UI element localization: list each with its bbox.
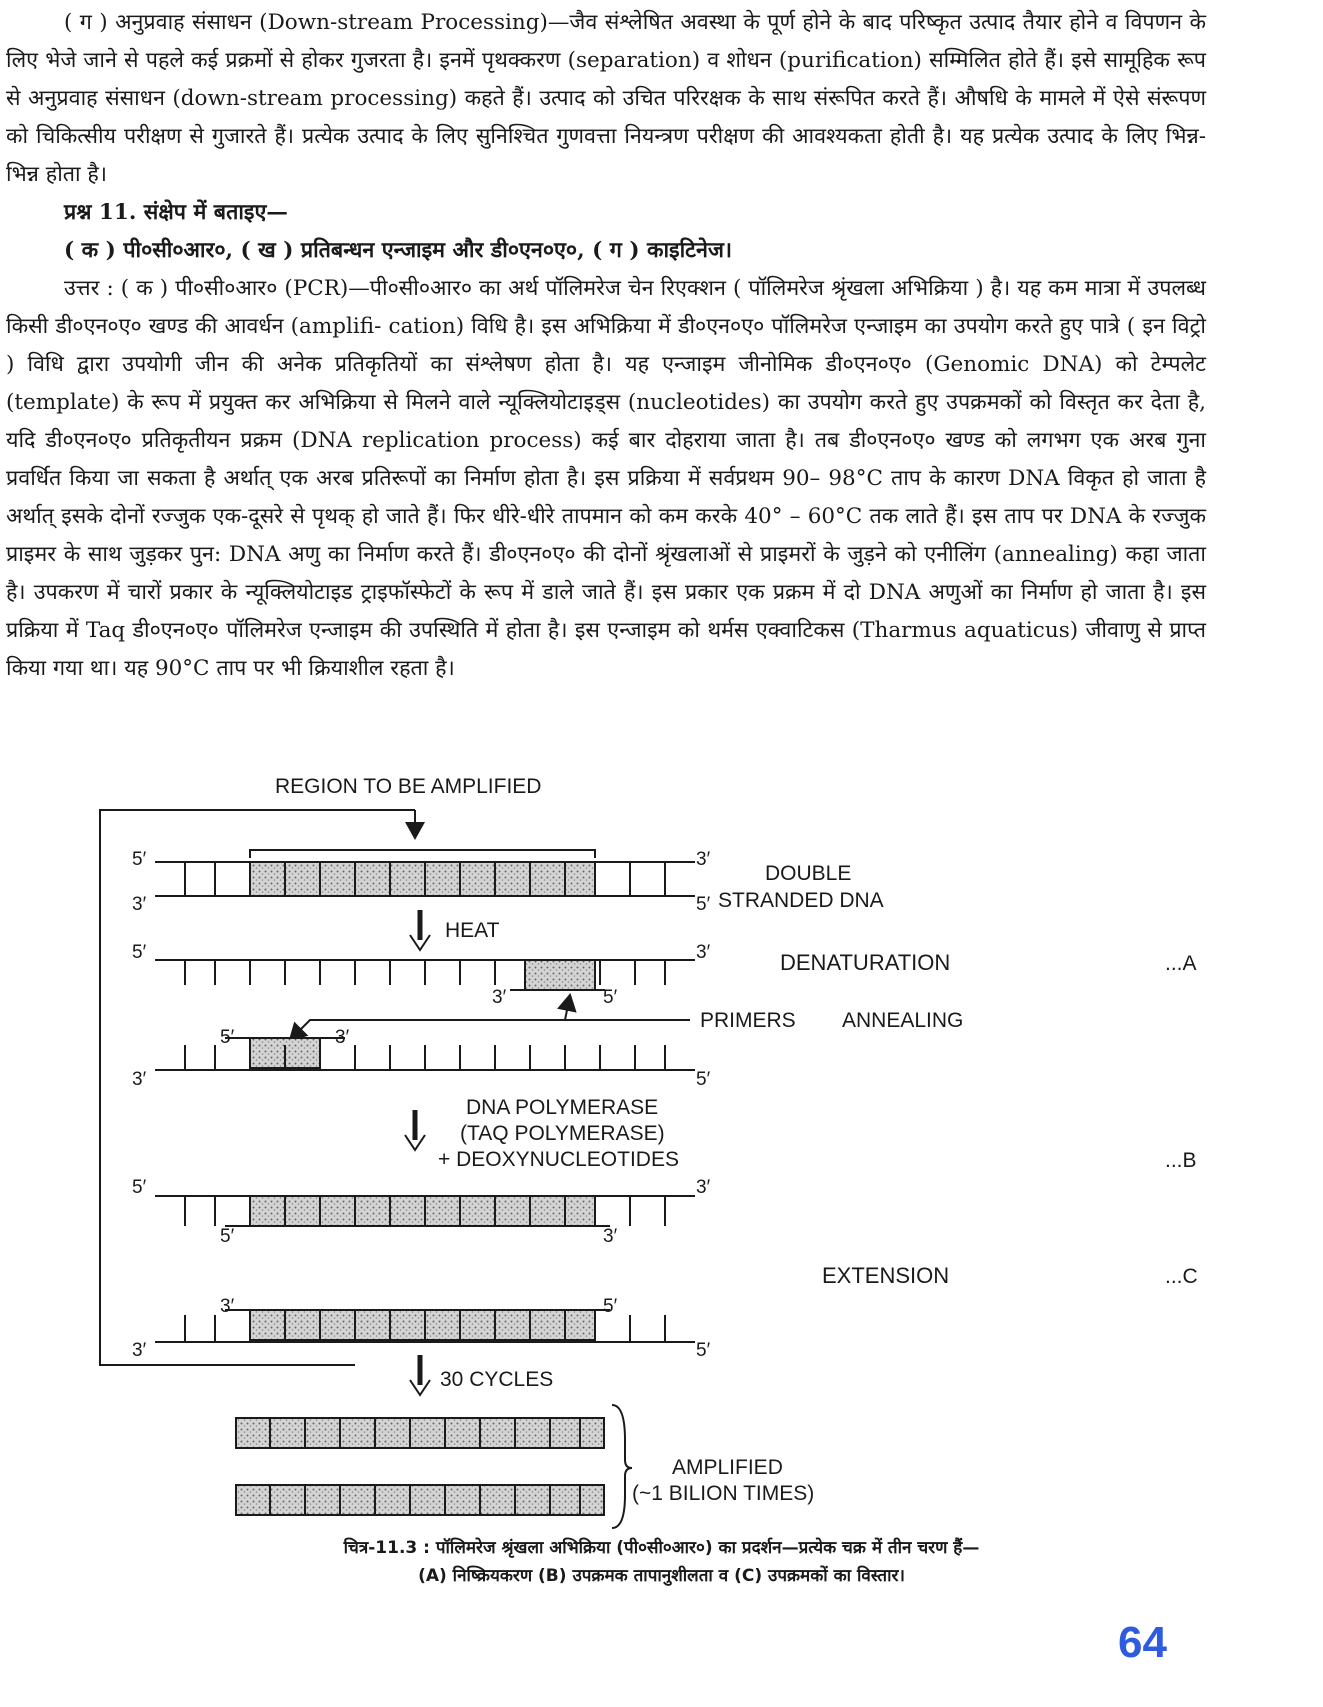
paragraph-downstream: ( ग ) अनुप्रवाह संसाधन (Down-stream Processing)—जैव संश्लेषित अवस्था के पूर्ण होने के बाद परिष्कृत उत्पाद तैयार होने व विपणन के लिए भेजे जाने से पहले कई प्रक्रमों से होकर गुजरता है। इनमें पृथक्करण (separation) व शोधन (purification) सम्मिलित होते हैं। इसे सामूहिक रूप से अनुप्रवाह संसाधन (down-stream processing) कहते हैं। उत्पाद को उचित परिरक्षक के साथ संरूपित करते हैं। औषधि के मामले में ऐसे संरूपण को चिकित्सीय परीक्षण से गुजारते हैं। प्रत्येक उत्पाद के लिए सुनिश्चित गुणवत्ता नियन्त्रण परीक्षण की आवश्यकता होती है। यह प्रत्येक उत्पाद के लिए भिन्न-भिन्न होता है। — [6, 10, 1206, 187]
label-5prime: 5′ — [220, 1226, 235, 1247]
cycles-label: 30 CYCLES — [440, 1368, 554, 1391]
question-title: प्रश्न 11. संक्षेप में बताइए— — [64, 200, 288, 225]
label-5prime: 5′ — [603, 987, 618, 1008]
label-3prime: 3′ — [132, 1069, 147, 1090]
label-5prime: 5′ — [603, 1296, 618, 1317]
answer-paragraph: उत्तर : ( क ) पी०सी०आर० (PCR)—पी०सी०आर० का अर्थ पॉलिमरेज चेन रिएक्शन ( पॉलिमरेज श्रृंखला अभिक्रिया ) है। यह कम मात्रा में उपलब्ध किसी डी०एन०ए० खण्ड की आवर्धन (amplifi- cation) विधि है। इस अभिक्रिया में डी०एन०ए० पॉलिमरेज एन्जाइम का उपयोग करते हुए पात्रे ( इन विट्रो ) विधि द्वारा उपयोगी जीन की अनेक प्रतिकृतियों का संश्लेषण होता है। यह एन्जाइम जीनोमिक डी०एन०ए० (Genomic DNA) को टेम्पलेट (template) के रूप में प्रयुक्त कर अभिक्रिया से मिलने वाले न्यूक्लियोटाइड्स (nucleotides) का उपयोग करते हुए उपक्रमकों को विस्तृत कर देता है, यदि डी०एन०ए० प्रतिकृतीयन प्रक्रम (DNA replication process) कई बार दोहराया जाता है। तब डी०एन०ए० खण्ड को लगभग एक अरब गुना प्रवर्धित किया जा सकता है अर्थात् एक अरब प्रतिरूपों का निर्माण होता है। इस प्रक्रिया में सर्वप्रथम 90– 98°C ताप के कारण DNA विकृत हो जाता है अर्थात् इसके दोनों रज्जुक एक-दूसरे से पृथक् हो जाते हैं। फिर धीरे-धीरे तापमान को कम करके 40° – 60°C तक लाते हैं। इस ताप पर DNA के रज्जुक प्राइमर के साथ जुड़कर पुन: DNA अणु का निर्माण करते हैं। डी०एन०ए० की दोनों श्रृंखलाओं से प्राइमरों के जुड़ने को एनीलिंग (annealing) कहा जाता है। उपकरण में चारों प्रकार के न्यूक्लियोटाइड ट्राइफॉस्फेटों के रूप में डाले जाते हैं। इस प्रकार एक प्रक्रम में दो DNA अणुओं का निर्माण हो जाता है। इस प्रक्रिया में Taq डी०एन०ए० पॉलिमरेज एन्जाइम की उपस्थिति में होता है। इस एन्जाइम को थर्मस एक्वाटिकस (Tharmus aquaticus) जीवाणु से प्राप्त किया गया था। यह 90°C ताप पर भी क्रियाशील रहता है। — [6, 276, 1206, 681]
label-3prime: 3′ — [132, 1340, 147, 1361]
polymerase-label-1: DNA POLYMERASE — [466, 1096, 659, 1119]
step-marker-b: ...B — [1165, 1149, 1197, 1172]
label-5prime: 5′ — [132, 1177, 147, 1198]
label-3prime: 3′ — [220, 1296, 235, 1317]
label-5prime: 5′ — [220, 1027, 235, 1048]
label-3prime: 3′ — [335, 1027, 350, 1048]
double-stranded-dna — [155, 862, 695, 896]
label-5prime: 5′ — [132, 942, 147, 963]
denaturation-label: DENATURATION — [780, 950, 951, 975]
body-text — [6, 4, 1206, 688]
annealed-strand — [155, 1038, 695, 1070]
pcr-diagram — [0, 760, 1323, 1600]
label-3prime: 3′ — [132, 894, 147, 915]
amplified-copy-2 — [236, 1485, 604, 1515]
annealing-label: ANNEALING — [842, 1009, 964, 1032]
double-stranded-label-2: STRANDED DNA — [718, 889, 884, 912]
step-marker-a: ...A — [1165, 952, 1197, 975]
label-3prime: 3′ — [696, 849, 711, 870]
extended-strand-top — [155, 1196, 695, 1226]
primer-arrow-right — [565, 995, 670, 1020]
amplified-label-2: (~1 BILION TIMES) — [632, 1482, 815, 1505]
label-5prime: 5′ — [696, 1069, 711, 1090]
label-3prime: 3′ — [603, 1226, 618, 1247]
primers-label: PRIMERS — [700, 1009, 796, 1032]
page-number: 64 — [1118, 1618, 1167, 1667]
label-5prime: 5′ — [132, 849, 147, 870]
primer-arrow-left — [290, 1020, 690, 1040]
amplified-label-1: AMPLIFIED — [672, 1456, 783, 1479]
label-5prime: 5′ — [696, 1340, 711, 1361]
double-stranded-label-1: DOUBLE — [765, 862, 852, 885]
region-label: REGION TO BE AMPLIFIED — [275, 775, 542, 798]
polymerase-label-3: + DEOXYNUCLEOTIDES — [438, 1148, 679, 1171]
label-5prime: 5′ — [696, 894, 711, 915]
heat-label: HEAT — [445, 919, 500, 942]
label-3prime: 3′ — [696, 1177, 711, 1198]
amplified-brace — [612, 1405, 632, 1528]
region-bracket — [250, 850, 595, 858]
step-marker-c: ...C — [1165, 1265, 1198, 1288]
figure-caption — [0, 1534, 1323, 1590]
extension-label: EXTENSION — [822, 1263, 950, 1288]
amplified-copy-1 — [236, 1418, 604, 1448]
polymerase-label-2: (TAQ POLYMERASE) — [460, 1122, 665, 1145]
label-3prime: 3′ — [696, 942, 711, 963]
label-3prime: 3′ — [492, 987, 507, 1008]
question-items: ( क ) पी०सी०आर०, ( ख ) प्रतिबन्धन एन्जाइम और डी०एन०ए०, ( ग ) काइटिनेज। — [64, 238, 733, 263]
caption-line-2: (A) निष्क्रियकरण (B) उपक्रमक तापानुशीलता व (C) उपक्रमकों का विस्तार। — [418, 1566, 905, 1586]
caption-line-1: चित्र-11.3 : पॉलिमरेज श्रृंखला अभिक्रिया (पी०सी०आर०) का प्रदर्शन—प्रत्येक चक्र में तीन चरण हैं— — [343, 1538, 980, 1558]
